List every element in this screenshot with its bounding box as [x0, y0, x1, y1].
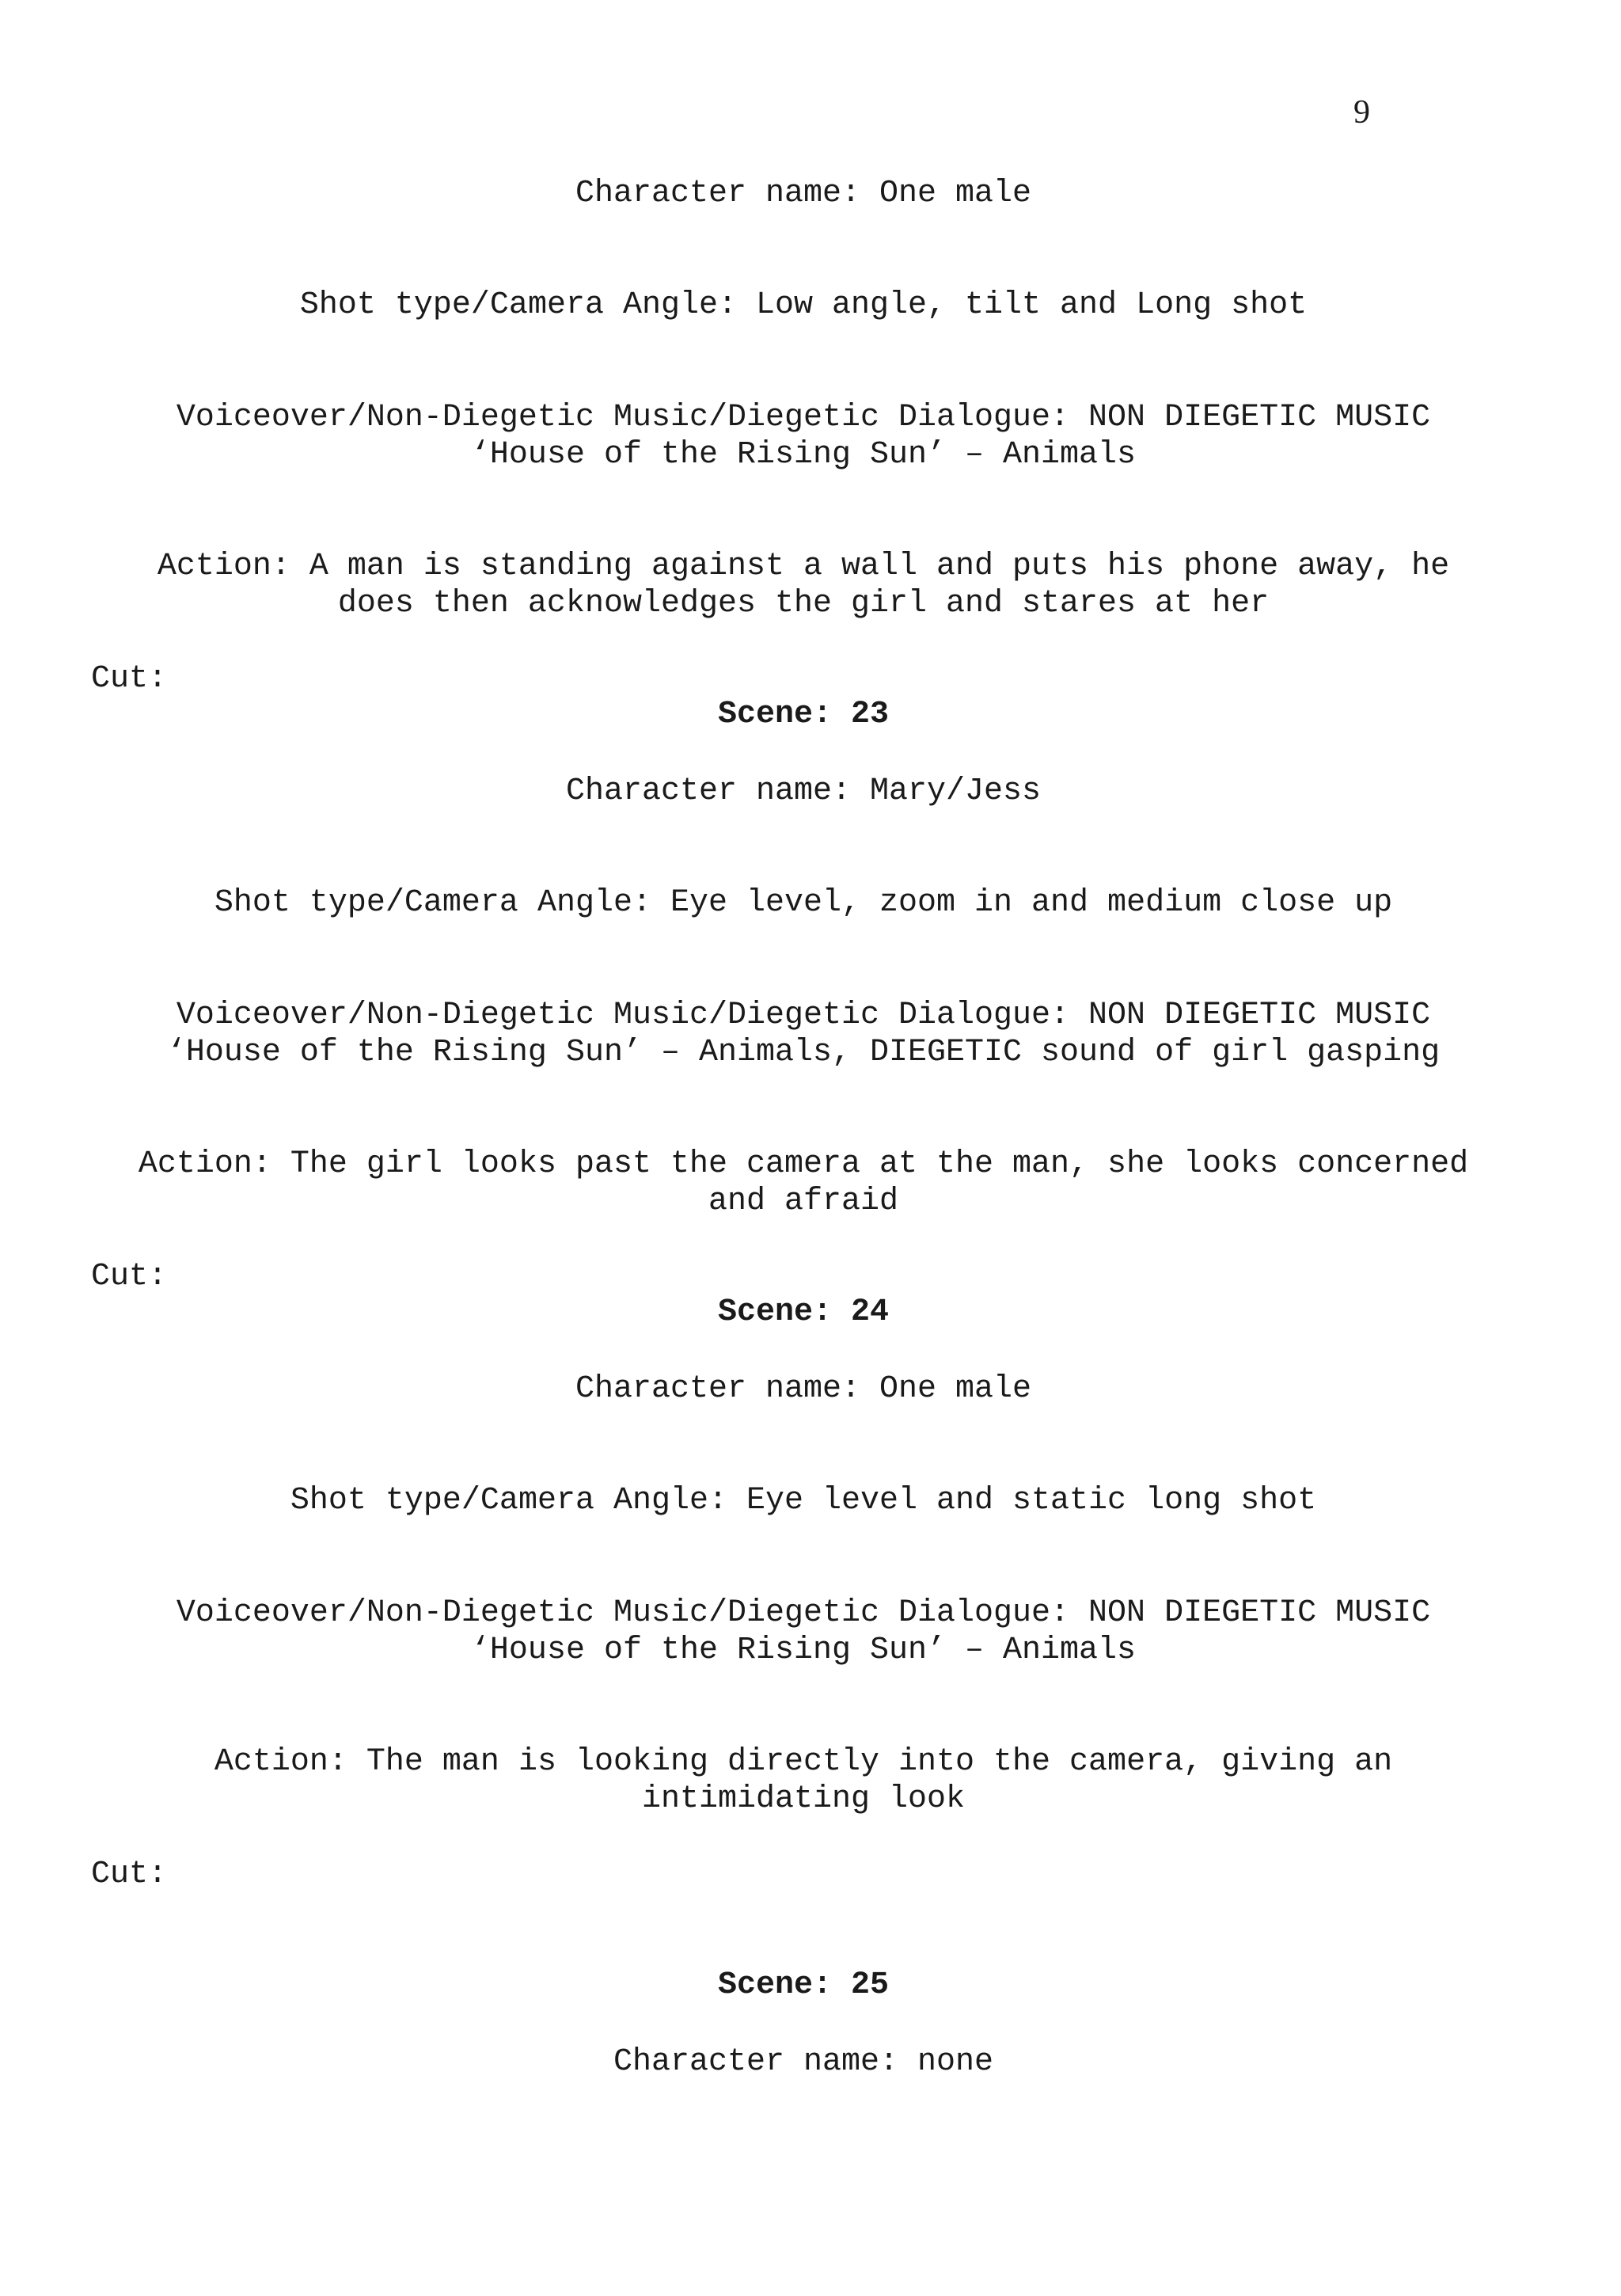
voiceover-line: ‘House of the Rising Sun’ – Animals [470, 437, 1137, 473]
action-line: intimidating look [641, 1781, 966, 1817]
scene-heading: Scene: 25 [717, 1967, 890, 2003]
action-line: Action: The girl looks past the camera at the man, she looks concerned [138, 1146, 1469, 1182]
shot-type: Shot type/Camera Angle: Low angle, tilt and Long shot [299, 287, 1308, 323]
voiceover-line: Voiceover/Non-Diegetic Music/Diegetic Dialogue: NON DIEGETIC MUSIC [176, 998, 1431, 1033]
action-line: does then acknowledges the girl and stares at her [337, 586, 1270, 622]
voiceover-line: Voiceover/Non-Diegetic Music/Diegetic Dialogue: NON DIEGETIC MUSIC [176, 1595, 1431, 1631]
scene-heading: Scene: 24 [717, 1294, 890, 1330]
shot-type: Shot type/Camera Angle: Eye level, zoom in and medium close up [214, 885, 1393, 921]
action-line: Action: The man is looking directly into the camera, giving an [214, 1744, 1393, 1780]
character-name: Character name: One male [575, 176, 1032, 211]
shot-type: Shot type/Camera Angle: Eye level and static long shot [290, 1483, 1317, 1519]
voiceover-line: Voiceover/Non-Diegetic Music/Diegetic Dialogue: NON DIEGETIC MUSIC [176, 400, 1431, 435]
cut-label: Cut: [91, 1857, 168, 1892]
action-line: Action: A man is standing against a wall and puts his phone away, he [157, 549, 1450, 584]
scene-heading: Scene: 23 [717, 697, 890, 732]
action-line: and afraid [708, 1184, 899, 1219]
character-name: Character name: Mary/Jess [565, 774, 1042, 809]
character-name: Character name: none [613, 2044, 994, 2080]
voiceover-line: ‘House of the Rising Sun’ – Animals, DIEGETIC sound of girl gasping [166, 1035, 1441, 1070]
voiceover-line: ‘House of the Rising Sun’ – Animals [470, 1633, 1137, 1668]
page-number: 9 [1353, 94, 1370, 131]
character-name: Character name: One male [575, 1371, 1032, 1407]
cut-label: Cut: [91, 661, 168, 697]
cut-label: Cut: [91, 1259, 168, 1294]
